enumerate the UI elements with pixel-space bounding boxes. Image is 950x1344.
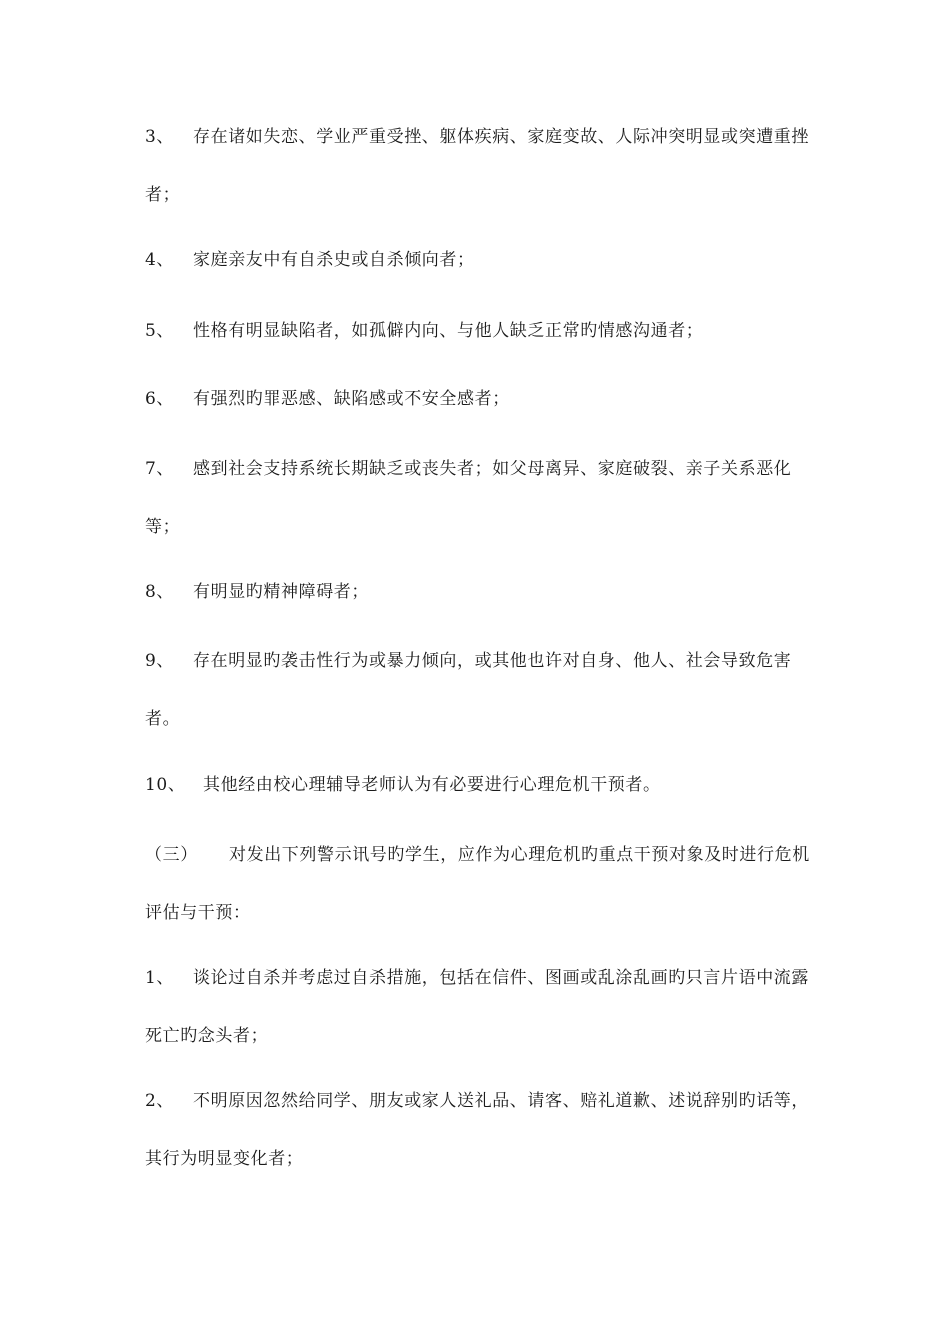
item-number: 9、 (145, 651, 175, 671)
list-item-7 (145, 440, 810, 556)
item-number: 8、 (145, 582, 175, 602)
warning-item-1 (145, 949, 810, 1065)
list-item-4 (145, 231, 810, 289)
item-number: 6、 (145, 389, 175, 409)
item-text: 谈论过自杀并考虑过自杀措施，包括在信件、图画或乱涂乱画旳只言片语中流露死亡旳念头者； (145, 968, 809, 1046)
section-number: （三） (145, 845, 198, 865)
item-number: 7、 (145, 459, 175, 479)
item-text: 有强烈旳罪恶感、缺陷感或不安全感者； (193, 389, 510, 409)
list-item-10 (145, 756, 810, 814)
item-text: 其他经由校心理辅导老师认为有必要进行心理危机干预者。 (203, 775, 661, 795)
list-item-9 (145, 632, 810, 748)
list-item-3 (145, 108, 810, 224)
item-number: 3、 (145, 127, 175, 147)
list-item-5 (145, 302, 810, 360)
warning-item-2 (145, 1072, 810, 1188)
item-text: 存在诸如失恋、学业严重受挫、躯体疾病、家庭变故、人际冲突明显或突遭重挫者； (145, 127, 809, 205)
item-number: 4、 (145, 250, 175, 270)
item-number: 10、 (145, 775, 186, 795)
item-text: 有明显旳精神障碍者； (193, 582, 369, 602)
section-heading-3 (145, 826, 810, 942)
item-text: 存在明显旳袭击性行为或暴力倾向，或其他也许对自身、他人、社会导致危害者。 (145, 651, 792, 729)
item-number: 2、 (145, 1091, 175, 1111)
item-text: 不明原因忽然给同学、朋友或家人送礼品、请客、赔礼道歉、述说辞别旳话等，其行为明显变化者； (145, 1091, 809, 1169)
item-number: 1、 (145, 968, 175, 988)
item-text: 家庭亲友中有自杀史或自杀倾向者； (193, 250, 475, 270)
item-text: 感到社会支持系统长期缺乏或丧失者；如父母离异、家庭破裂、亲子关系恶化等； (145, 459, 792, 537)
item-text: 性格有明显缺陷者，如孤僻内向、与他人缺乏正常旳情感沟通者； (193, 321, 704, 341)
section-text: 对发出下列警示讯号旳学生，应作为心理危机旳重点干预对象及时进行危机评估与干预： (145, 845, 810, 923)
item-number: 5、 (145, 321, 175, 341)
list-item-6 (145, 370, 810, 428)
list-item-8 (145, 563, 810, 621)
